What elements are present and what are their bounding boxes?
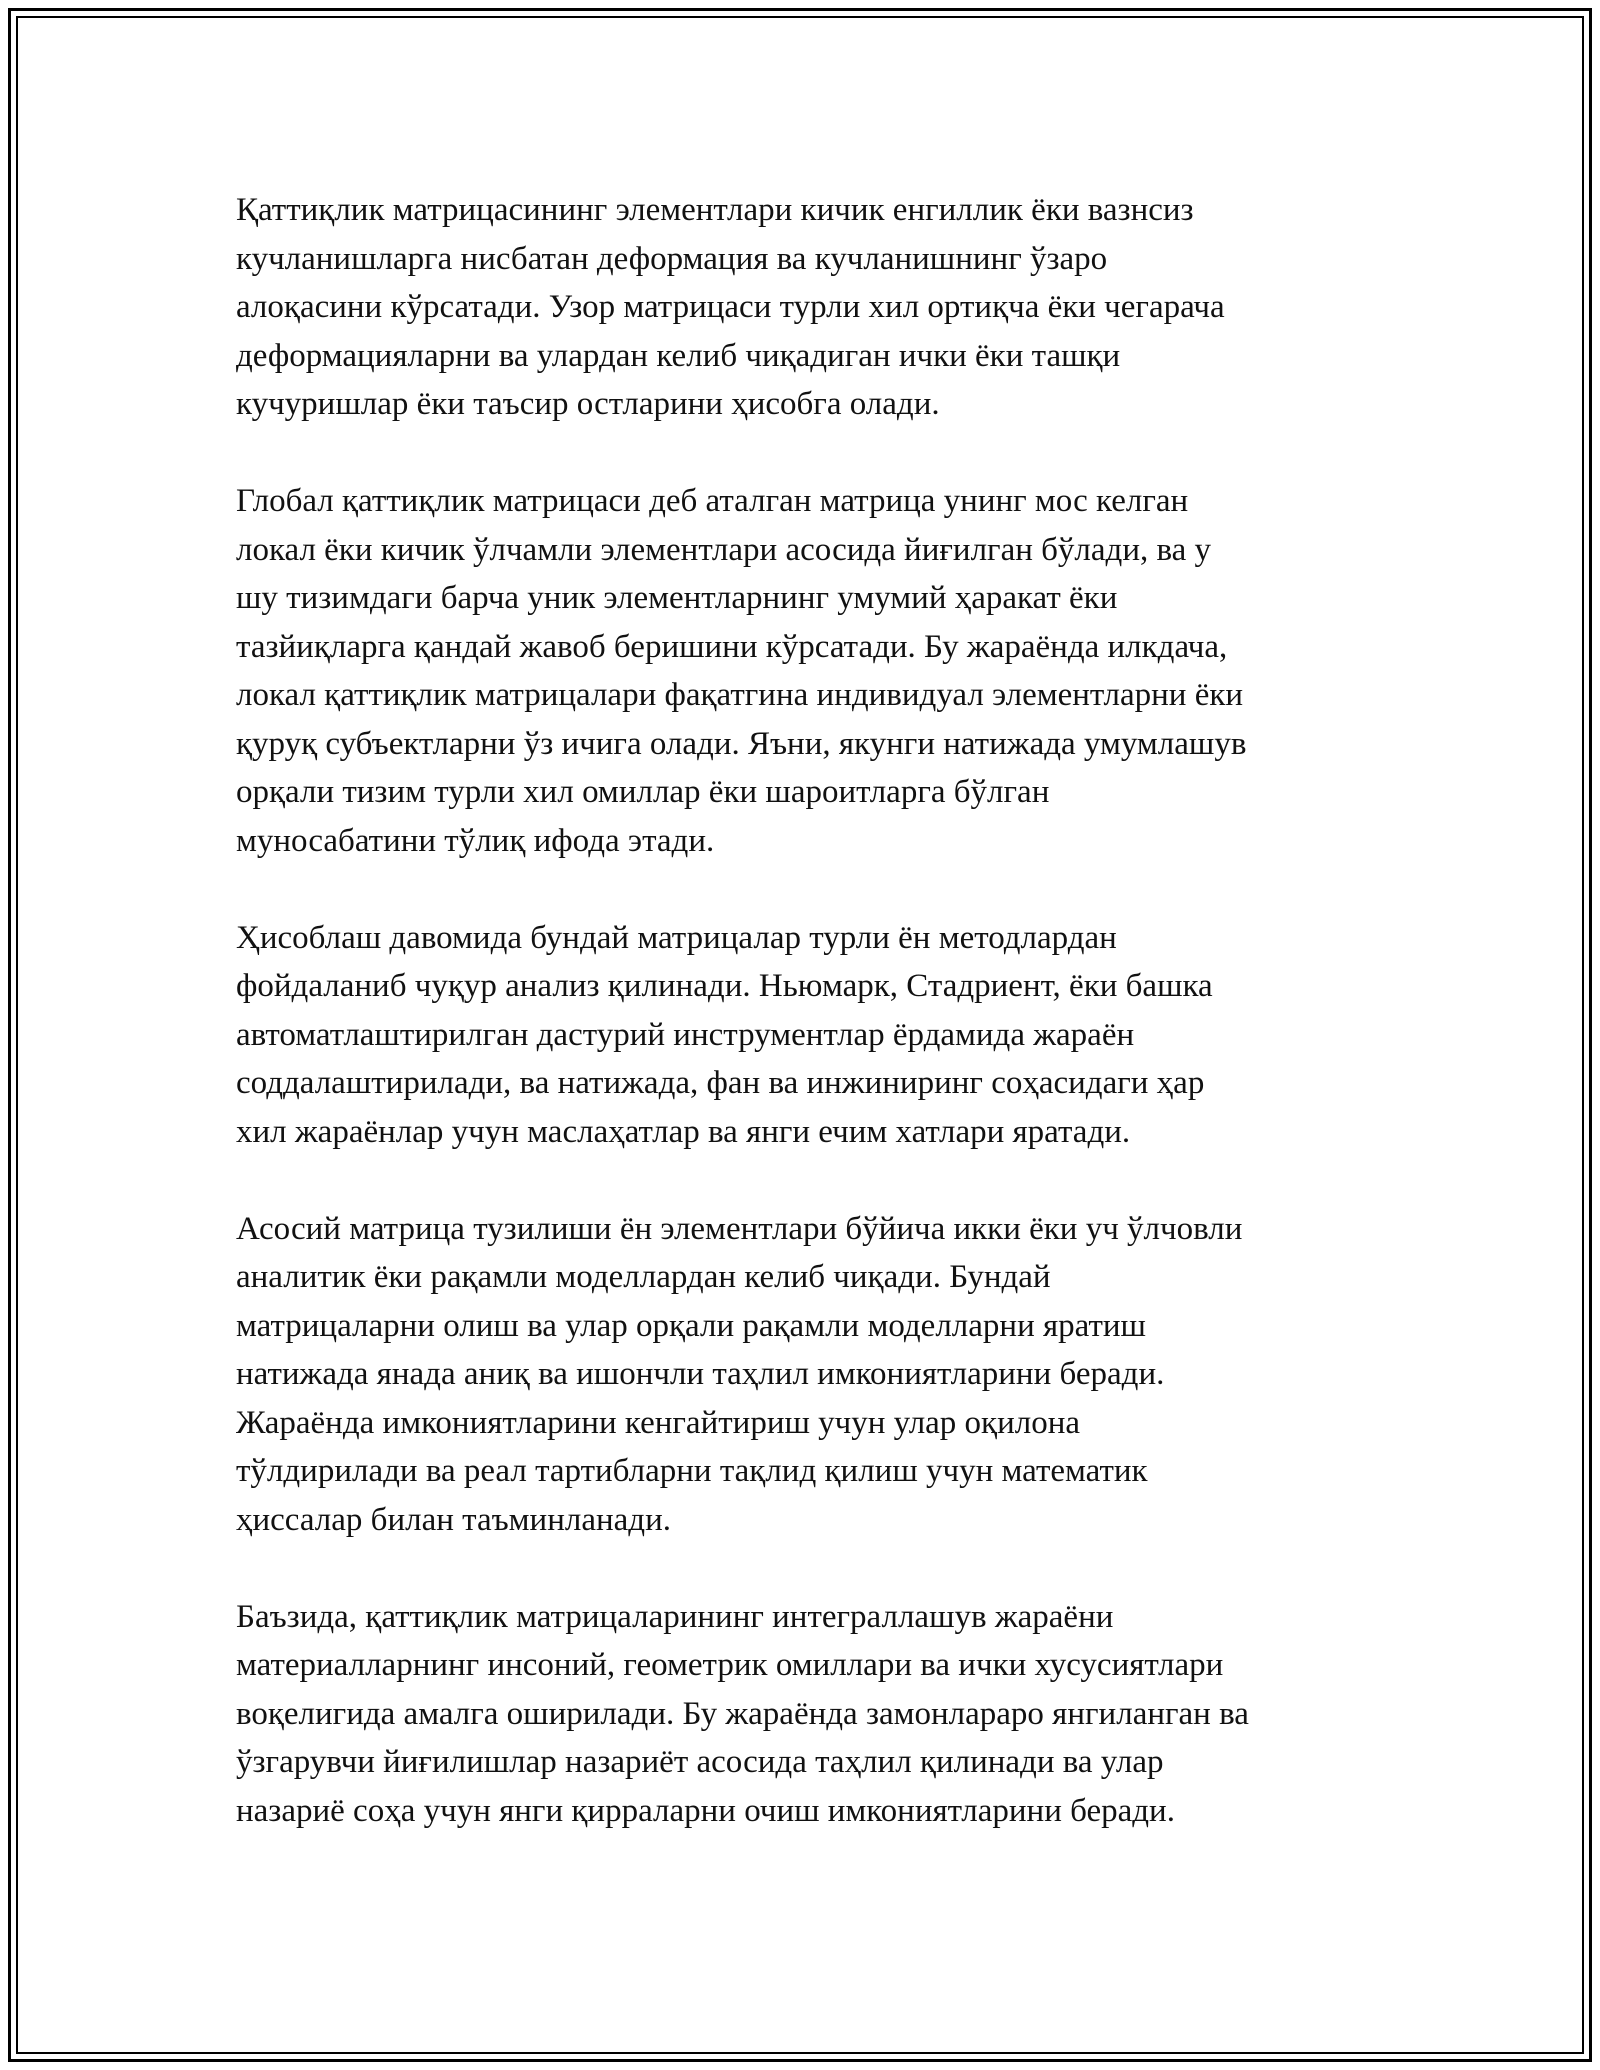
text-line: Баъзида, қаттиқлик матрицаларининг интеграллашув жараёни [236,1598,1114,1635]
text-line: шу тизимдаги барча уник элементларнинг умумий ҳаракат ёки [236,580,1118,616]
text-line: матрицаларни олиш ва улар орқали рақамли моделларни яратиш [236,1307,1146,1344]
text-line: алоқасини кўрсатади. Узор матрицаси турли хил ортиқча ёки чегарача [236,289,1225,325]
paragraph-1 [236,186,1386,429]
text-line: натижада янада аниқ ва ишончли таҳлил имкониятларини беради. [236,1356,1165,1392]
text-line: Глобал қаттиқлик матрицаси деб аталган матрица унинг мос келган [236,483,1189,519]
text-line: муносабатини тўлиқ ифода этади. [236,822,715,859]
text-line: автоматлаштирилган дастурий инструментлар ёрдамида жараён [236,1016,1135,1053]
text-line: фойдаланиб чуқур анализ қилинади. Ньюмарк, Стадриент, ёки башка [236,968,1213,1004]
text-line: локал қаттиқлик матрицалари фақатгина индивидуал элементларни ёки [236,677,1244,713]
text-line: аналитик ёки рақамли моделлардан келиб чиқади. Бундай [236,1259,1051,1295]
text-line: тўлдирилади ва реал тартибларни тақлид қилиш учун математик [236,1453,1148,1489]
text-line: соддалаштирилади, ва натижада, фан ва инжиниринг соҳасидаги ҳар [236,1065,1205,1101]
text-line: Қаттиқлик матрицасининг элементлари кичик енгиллик ёки вазнсиз [236,192,1194,228]
text-line: Жараёнда имкониятларини кенгайтириш учун улар оқилона [236,1404,1081,1441]
paragraph-5 [236,1593,1386,1836]
text-line: қуруқ субъектларни ўз ичига олади. Яъни, якунги натижада умумлашув [236,725,1247,762]
text-line: деформацияларни ва улардан келиб чиқадиган ички ёки ташқи [236,337,1121,374]
text-line: Ҳисоблаш давомида бундай матрицалар турли ён методлардан [236,919,1117,956]
text-line: Асосий матрица тузилиши ён элементлари бўйича икки ёки уч ўлчовли [236,1210,1243,1247]
text-line: воқелигида амалга оширилади. Бу жараёнда замонлараро янгиланган ва [236,1695,1249,1732]
text-line: кучланишларга нисбатан деформация ва кучланишнинг ўзаро [236,240,1108,277]
text-line: кучуришлар ёки таъсир остларини ҳисобга олади. [236,386,940,422]
paragraph-4 [236,1205,1386,1545]
text-line: ўзгарувчи йиғилишлар назариёт асосида таҳлил қилинади ва улар [236,1744,1164,1780]
text-line: хил жараёнлар учун маслаҳатлар ва янги ечим хатлари яратади. [236,1113,1131,1150]
text-line: тазйиқларга қандай жавоб беришини кўрсатади. Бу жараёнда илкдача, [236,628,1228,665]
paragraph-2 [236,477,1386,865]
text-line: ҳиссалар билан таъминланади. [236,1501,671,1538]
document-body [236,186,1386,1884]
text-line: локал ёки кичик ўлчамли элементлари асосида йиғилган бўлади, ва у [236,531,1212,568]
paragraph-3 [236,914,1386,1157]
text-line: назариё соҳа учун янги қирраларни очиш имкониятларини беради. [236,1792,1175,1829]
text-line: материалларнинг инсоний, геометрик омиллари ва ички хусусиятлари [236,1647,1224,1683]
text-line: орқали тизим турли хил омиллар ёки шароитларга бўлган [236,774,1050,810]
